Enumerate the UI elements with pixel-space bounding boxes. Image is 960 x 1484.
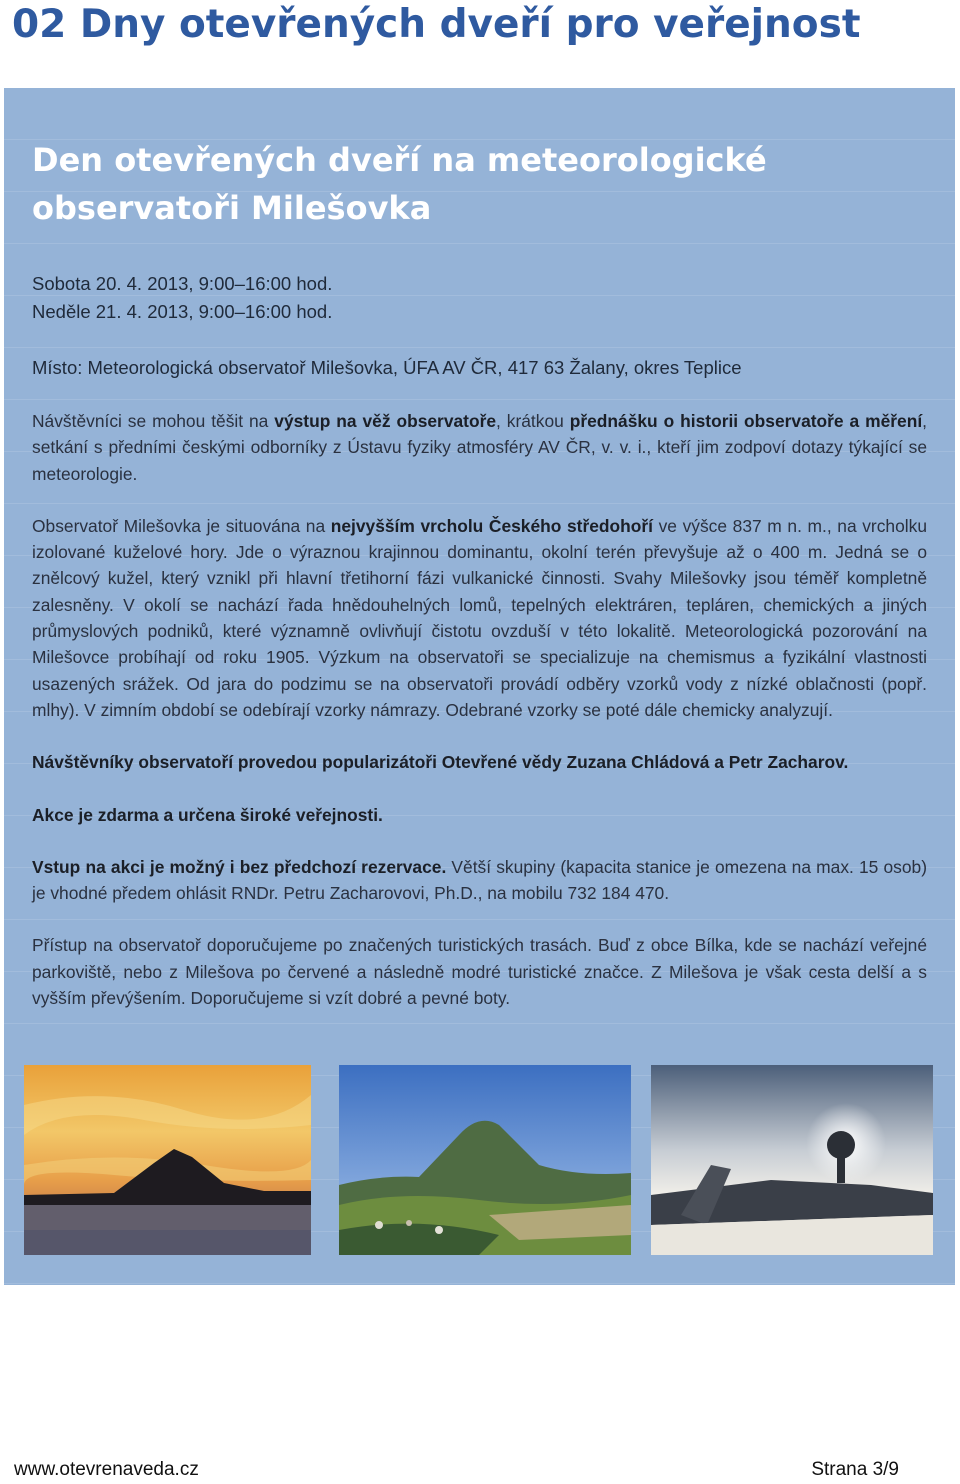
photo-observatory-instrument [651,1065,933,1255]
free-entry-paragraph: Akce je zdarma a určena široké veřejnosti. [32,804,383,825]
event-title: Den otevřených dveří na meteorologické observatoři Milešovka [32,141,767,227]
visit-text-3: , setkání s předními českými odborníky z Ústavu fyziky atmosféry AV ČR, v. v. i., kteří jim zodpoví dotazy týkající se meteorologie. [32,411,927,484]
photo-milesovka-sunset [24,1065,311,1255]
visit-text-1: Návštěvníci se mohou těšit na [32,411,275,431]
visit-paragraph [32,408,927,487]
entry-text: Větší skupiny (kapacita stanice je omezena na max. 15 osob) je vhodné předem ohlásit RNDr. Petru Zacharovovi, Ph.D., na mobilu 732 184 470. [32,856,927,904]
event-panel [4,88,955,1285]
event-dates [32,270,927,326]
event-place: Místo: Meteorologická observatoř Milešovka, ÚFA AV ČR, 417 63 Žalany, okres Teplice [32,357,742,378]
photo-milesovka-landscape [339,1065,631,1255]
entry-bold: Vstup na akci je možný i bez předchozí rezervace. [32,856,447,877]
date-sunday: Neděle 21. 4. 2013, 9:00–16:00 hod. [32,301,333,322]
footer-website[interactable]: www.otevrenaveda.cz [14,1459,199,1480]
obs-text-2: ve výšce 837 m n. m., na vrcholku izolované kuželové hory. Jde o výraznou krajinnou dominantu, okolní terén převyšuje až o 400 m. Jedná se o znělcový kužel, který vznikl při hlavní třetihorní fázi vulkanické činnosti. Svahy Milešovky jsou téměř kompletně zalesněny. V okolí se nachází řada hnědouhelných lomů, tepelných elektráren, tepláren, chemických a jiných průmyslových podniků, které významně ovlivňují čistotu ovzduší v této lokalitě. Meteorologická pozorování na Milešovce probíhají od roku 1905. Výzkum na observatoři se specializuje na chemismus a fyzikální vlastnosti usazených srážek. Od jara do podzimu se na observatoři provádí odběry vzorků vody z nízké oblačnosti (popř. mlhy). V zimním období se odebírají vzorky námrazy. Odebrané vzorky se poté dále chemicky analyzují. [32,515,927,720]
visit-text-2: , krátkou [496,411,570,431]
visit-bold-2: přednášku o historii observatoře a měření [569,411,923,431]
footer-page-number: Strana 3/9 [811,1459,899,1480]
access-paragraph: Přístup na observatoř doporučujeme po značených turistických trasách. Buď z obce Bílka, kde se nachází veřejné parkoviště, nebo z Milešova po červené a následně modré turistické značce. Z Milešova je však cesta delší a s vyšším převýšením. Doporučujeme si vzít dobré a pevné boty. [32,935,927,1009]
entry-paragraph [32,854,927,907]
page-title: 02 Dny otevřených dveří pro veřejnost [12,2,861,47]
date-saturday: Sobota 20. 4. 2013, 9:00–16:00 hod. [32,273,333,294]
photo-strip [24,1065,933,1255]
obs-text-1: Observatoř Milešovka je situována na [32,515,331,536]
observatory-paragraph [32,513,927,723]
guides-paragraph: Návštěvníky observatoří provedou popularizátoři Otevřené vědy Zuzana Chládová a Petr Zacharov. [32,752,849,773]
obs-bold-1: nejvyšším vrcholu Českého středohoří [330,515,653,536]
visit-bold-1: výstup na věž observatoře [274,411,497,431]
